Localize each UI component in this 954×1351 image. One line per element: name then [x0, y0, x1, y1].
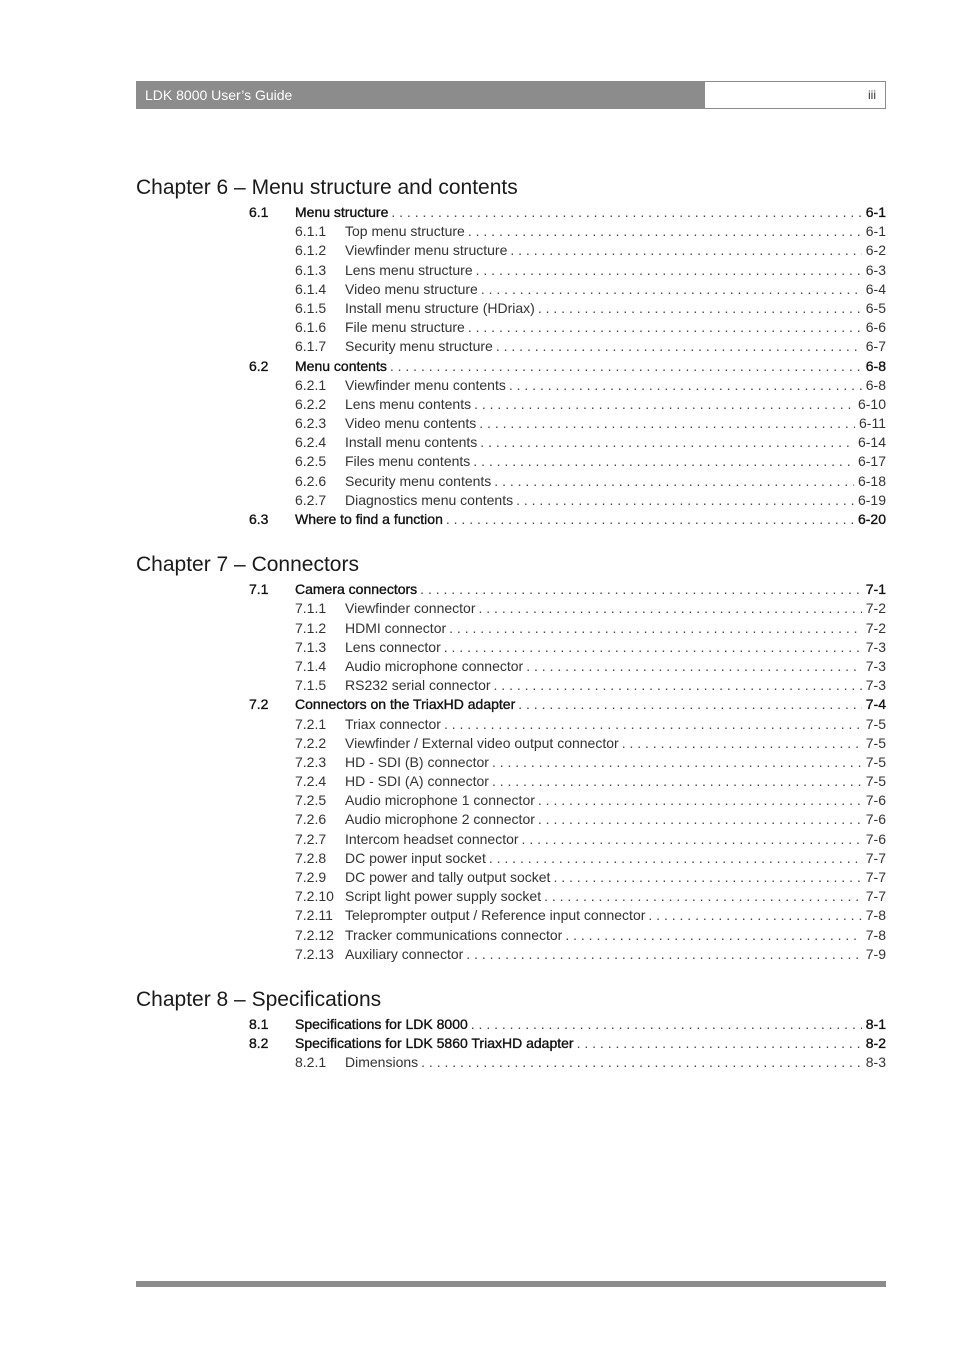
entry-line [345, 849, 886, 868]
entry-number: 6.1.7 [295, 338, 327, 355]
entry-line [345, 715, 886, 734]
dot-leader [538, 810, 862, 829]
entry-page-number: 6-1 [862, 222, 886, 241]
entry-label: Intercom headset connector [345, 830, 522, 849]
toc-subsection-entry[interactable] [136, 887, 886, 906]
entry-line [345, 868, 886, 887]
entry-page-number: 7-6 [862, 791, 886, 810]
entry-label: HD - SDI (A) connector [345, 772, 492, 791]
entry-page-number: 6-20 [854, 510, 886, 529]
dot-leader [390, 357, 862, 376]
entry-number: 6.1.1 [295, 223, 327, 240]
page-header [136, 81, 886, 109]
dot-leader [518, 695, 862, 714]
entry-label: Menu contents [295, 357, 390, 376]
entry-label: Audio microphone connector [345, 657, 526, 676]
entry-label: HD - SDI (B) connector [345, 753, 492, 772]
entry-number: 6.2.1 [295, 376, 327, 393]
dot-leader [471, 1015, 862, 1034]
toc-subsection-entry[interactable] [136, 433, 886, 452]
entry-label: Specifications for LDK 8000 [295, 1015, 471, 1034]
entry-line [345, 619, 886, 638]
entry-line [345, 906, 886, 925]
dot-leader [492, 753, 862, 772]
entry-label: Script light power supply socket [345, 887, 544, 906]
dot-leader [466, 945, 861, 964]
entry-number: 7.1.5 [295, 677, 327, 694]
entry-page-number: 7-1 [862, 580, 886, 599]
entry-line [345, 491, 886, 510]
entry-page-number: 8-2 [862, 1034, 886, 1053]
entry-number: 6.1.6 [295, 319, 327, 336]
dot-leader [494, 676, 862, 695]
dot-leader [565, 926, 861, 945]
toc-section-entry[interactable] [136, 580, 886, 599]
entry-number: 6.1.4 [295, 280, 327, 297]
dot-leader [492, 772, 862, 791]
entry-line [345, 433, 886, 452]
dot-leader [391, 203, 861, 222]
entry-number: 6.2.5 [295, 453, 327, 470]
entry-label: Camera connectors [295, 580, 420, 599]
entry-label: Where to find a function [295, 510, 446, 529]
dot-leader [489, 849, 862, 868]
dot-leader [577, 1034, 862, 1053]
entry-number: 7.2.10 [295, 888, 334, 905]
entry-number: 6.2 [249, 357, 269, 374]
entry-label: Top menu structure [345, 222, 468, 241]
toc-subsection-entry[interactable] [136, 772, 886, 791]
dot-leader [474, 395, 854, 414]
chapter-block [136, 543, 886, 964]
toc-section-entry[interactable] [136, 1034, 886, 1053]
entry-page-number: 7-3 [862, 638, 886, 657]
entry-line [295, 357, 886, 376]
entry-page-number: 6-7 [862, 337, 886, 356]
toc-subsection-entry[interactable] [136, 906, 886, 925]
entry-page-number: 6-8 [862, 357, 886, 376]
entry-page-number: 8-1 [862, 1015, 886, 1034]
entry-number: 7.2.11 [295, 907, 333, 924]
dot-leader [449, 619, 862, 638]
entry-line [295, 510, 886, 529]
entry-number: 6.1 [249, 204, 269, 220]
entry-label: Menu structure [295, 203, 391, 222]
entry-page-number: 6-5 [862, 299, 886, 318]
entry-label: Install menu structure (HDriax) [345, 299, 538, 318]
toc-section-entry[interactable] [136, 357, 886, 376]
toc-subsection-entry[interactable] [136, 222, 886, 241]
chapter-title: Chapter 6 – Menu structure and contents [136, 176, 518, 199]
toc-subsection-entry[interactable] [136, 491, 886, 510]
dot-leader [468, 222, 862, 241]
entry-number: 7.2.4 [295, 773, 327, 790]
entry-label: DC power and tally output socket [345, 868, 553, 887]
entry-page-number: 7-3 [862, 676, 886, 695]
entry-number: 7.2.1 [295, 715, 327, 732]
entry-page-number: 7-5 [862, 734, 886, 753]
dot-leader [516, 491, 854, 510]
entry-number: 6.2.7 [295, 491, 327, 508]
entry-page-number: 6-3 [862, 261, 886, 280]
entry-line [345, 395, 886, 414]
entry-label: Lens menu contents [345, 395, 474, 414]
toc-subsection-entry[interactable] [136, 715, 886, 734]
entry-page-number: 7-5 [862, 715, 886, 734]
entry-label: Diagnostics menu contents [345, 491, 516, 510]
toc-section-entry[interactable] [136, 203, 886, 222]
entry-page-number: 6-10 [854, 395, 886, 414]
entry-line [345, 318, 886, 337]
dot-leader [496, 337, 862, 356]
toc-subsection-entry[interactable] [136, 830, 886, 849]
entry-line [345, 926, 886, 945]
entry-line [345, 753, 886, 772]
entry-line [345, 830, 886, 849]
entry-label: Video menu structure [345, 280, 481, 299]
entry-label: Lens connector [345, 638, 444, 657]
dot-leader [622, 734, 862, 753]
document-title: LDK 8000 User’s Guide [136, 81, 704, 109]
entry-page-number: 6-4 [862, 280, 886, 299]
chapter-block [136, 166, 886, 529]
toc-subsection-entry[interactable] [136, 395, 886, 414]
entry-line [345, 222, 886, 241]
dot-leader [473, 452, 854, 471]
toc-subsection-entry[interactable] [136, 261, 886, 280]
entry-number: 8.2 [249, 1035, 269, 1052]
entry-line [295, 695, 886, 714]
toc-subsection-entry[interactable] [136, 926, 886, 945]
entry-number: 7.2.2 [295, 734, 327, 751]
entry-number: 6.2.3 [295, 415, 327, 432]
chapter-title: Chapter 8 – Specifications [136, 987, 382, 1011]
chapter-block [136, 978, 886, 1073]
dot-leader [538, 299, 862, 318]
entry-label: Install menu contents [345, 433, 480, 452]
entry-label: HDMI connector [345, 619, 449, 638]
entry-number: 6.1.3 [295, 261, 327, 278]
entry-line [295, 203, 886, 222]
footer-rule [136, 1281, 886, 1287]
entry-line [345, 414, 886, 433]
dot-leader [648, 906, 861, 925]
entry-page-number: 7-8 [862, 906, 886, 925]
dot-leader [522, 830, 862, 849]
toc-subsection-entry[interactable] [136, 599, 886, 618]
entry-label: Files menu contents [345, 452, 473, 471]
toc-subsection-entry[interactable] [136, 945, 886, 964]
entry-label: RS232 serial connector [345, 676, 494, 695]
entry-page-number: 6-6 [862, 318, 886, 337]
entry-number: 8.1 [249, 1015, 269, 1032]
entry-number: 7.1.1 [295, 600, 327, 617]
entry-line [345, 676, 886, 695]
entry-label: Audio microphone 1 connector [345, 791, 538, 810]
entry-page-number: 7-4 [862, 695, 886, 714]
entry-page-number: 6-17 [854, 452, 886, 471]
toc-section-entry[interactable] [136, 510, 886, 529]
entry-line [345, 1053, 886, 1072]
entry-page-number: 7-8 [862, 926, 886, 945]
entry-line [345, 791, 886, 810]
dot-leader [444, 638, 862, 657]
entry-page-number: 7-2 [862, 599, 886, 618]
entry-line [345, 638, 886, 657]
dot-leader [538, 791, 862, 810]
entry-line [345, 261, 886, 280]
toc-subsection-entry[interactable] [136, 753, 886, 772]
entry-number: 7.1.2 [295, 619, 327, 636]
dot-leader [481, 280, 862, 299]
entry-line [345, 452, 886, 471]
entry-number: 6.3 [249, 511, 269, 527]
entry-line [295, 1034, 886, 1053]
dot-leader [544, 887, 862, 906]
toc-subsection-entry[interactable] [136, 810, 886, 829]
entry-label: Auxiliary connector [345, 945, 466, 964]
entry-page-number: 7-2 [862, 619, 886, 638]
toc-subsection-entry[interactable] [136, 676, 886, 695]
entry-page-number: 6-1 [862, 203, 886, 222]
page-number: iii [704, 81, 886, 109]
toc-subsection-entry[interactable] [136, 849, 886, 868]
chapter-title: Chapter 7 – Connectors [136, 553, 359, 577]
entry-page-number: 7-5 [862, 772, 886, 791]
entry-page-number: 6-11 [855, 414, 886, 433]
entry-number: 8.2.1 [295, 1054, 327, 1071]
entry-label: Video menu contents [345, 414, 479, 433]
entry-page-number: 6-2 [862, 241, 886, 260]
entry-number: 7.2.6 [295, 811, 327, 828]
dot-leader [479, 414, 855, 433]
entry-label: DC power input socket [345, 849, 489, 868]
dot-leader [510, 241, 861, 260]
entry-label: Specifications for LDK 5860 TriaxHD adapter [295, 1034, 577, 1053]
dot-leader [478, 599, 861, 618]
dot-leader [444, 715, 862, 734]
entry-page-number: 7-7 [862, 887, 886, 906]
entry-label: Viewfinder menu structure [345, 241, 510, 260]
toc-subsection-entry[interactable] [136, 376, 886, 395]
entry-page-number: 7-6 [862, 810, 886, 829]
dot-leader [420, 580, 862, 599]
entry-number: 7.1.3 [295, 638, 327, 655]
entry-label: Tracker communications connector [345, 926, 565, 945]
entry-label: Dimensions [345, 1053, 421, 1072]
entry-line [345, 280, 886, 299]
entry-page-number: 7-6 [862, 830, 886, 849]
entry-number: 7.1.4 [295, 657, 327, 674]
entry-number: 7.2.3 [295, 753, 327, 770]
entry-line [295, 1015, 886, 1034]
entry-label: Audio microphone 2 connector [345, 810, 538, 829]
entry-line [345, 337, 886, 356]
entry-number: 7.2.12 [295, 926, 334, 943]
entry-number: 6.1.5 [295, 299, 327, 316]
entry-number: 7.2.13 [295, 945, 334, 962]
entry-number: 7.2.5 [295, 792, 327, 809]
entry-page-number: 6-19 [854, 491, 886, 510]
entry-line [345, 734, 886, 753]
entry-label: Lens menu structure [345, 261, 476, 280]
entry-line [345, 945, 886, 964]
entry-line [345, 657, 886, 676]
entry-number: 6.2.6 [295, 472, 327, 489]
dot-leader [553, 868, 861, 887]
toc-subsection-entry[interactable] [136, 657, 886, 676]
entry-number: 6.2.2 [295, 395, 327, 412]
entry-number: 6.1.2 [295, 242, 327, 259]
entry-page-number: 6-14 [854, 433, 886, 452]
entry-number: 6.2.4 [295, 434, 327, 451]
entry-label: Connectors on the TriaxHD adapter [295, 695, 518, 714]
entry-page-number: 8-3 [862, 1053, 886, 1072]
dot-leader [480, 433, 854, 452]
toc-section-entry[interactable] [136, 695, 886, 714]
toc-subsection-entry[interactable] [136, 280, 886, 299]
toc-subsection-entry[interactable] [136, 414, 886, 433]
entry-page-number: 7-5 [862, 753, 886, 772]
toc-subsection-entry[interactable] [136, 868, 886, 887]
entry-label: Viewfinder menu contents [345, 376, 509, 395]
toc-subsection-entry[interactable] [136, 638, 886, 657]
dot-leader [468, 318, 862, 337]
toc-subsection-entry[interactable] [136, 1053, 886, 1072]
entry-line [345, 241, 886, 260]
toc-section-entry[interactable] [136, 1015, 886, 1034]
toc-subsection-entry[interactable] [136, 472, 886, 491]
entry-label: Security menu contents [345, 472, 494, 491]
entry-page-number: 6-8 [862, 376, 886, 395]
entry-line [295, 580, 886, 599]
toc-subsection-entry[interactable] [136, 619, 886, 638]
dot-leader [494, 472, 854, 491]
toc-subsection-entry[interactable] [136, 318, 886, 337]
dot-leader [526, 657, 862, 676]
dot-leader [476, 261, 862, 280]
dot-leader [446, 510, 854, 529]
toc-subsection-entry[interactable] [136, 734, 886, 753]
entry-label: Viewfinder / External video output connector [345, 734, 622, 753]
entry-line [345, 887, 886, 906]
entry-page-number: 7-7 [862, 849, 886, 868]
entry-page-number: 7-9 [862, 945, 886, 964]
toc-subsection-entry[interactable] [136, 299, 886, 318]
entry-label: Teleprompter output / Reference input connector [345, 906, 648, 925]
toc-subsection-entry[interactable] [136, 337, 886, 356]
entry-number: 7.1 [249, 581, 269, 598]
toc-subsection-entry[interactable] [136, 241, 886, 260]
toc-subsection-entry[interactable] [136, 791, 886, 810]
toc-subsection-entry[interactable] [136, 452, 886, 471]
entry-page-number: 7-7 [862, 868, 886, 887]
entry-label: Security menu structure [345, 337, 496, 356]
entry-number: 7.2.7 [295, 830, 327, 847]
entry-label: Triax connector [345, 715, 444, 734]
entry-line [345, 810, 886, 829]
entry-line [345, 299, 886, 318]
entry-line [345, 772, 886, 791]
table-of-contents [136, 166, 886, 1087]
entry-line [345, 376, 886, 395]
entry-number: 7.2 [249, 696, 269, 713]
entry-line [345, 599, 886, 618]
entry-line [345, 472, 886, 491]
entry-label: Viewfinder connector [345, 599, 478, 618]
entry-number: 7.2.9 [295, 869, 327, 885]
entry-number: 7.2.8 [295, 849, 327, 866]
entry-page-number: 7-3 [862, 657, 886, 676]
entry-page-number: 6-18 [854, 472, 886, 491]
dot-leader [509, 376, 862, 395]
dot-leader [421, 1053, 862, 1072]
entry-label: File menu structure [345, 318, 468, 337]
